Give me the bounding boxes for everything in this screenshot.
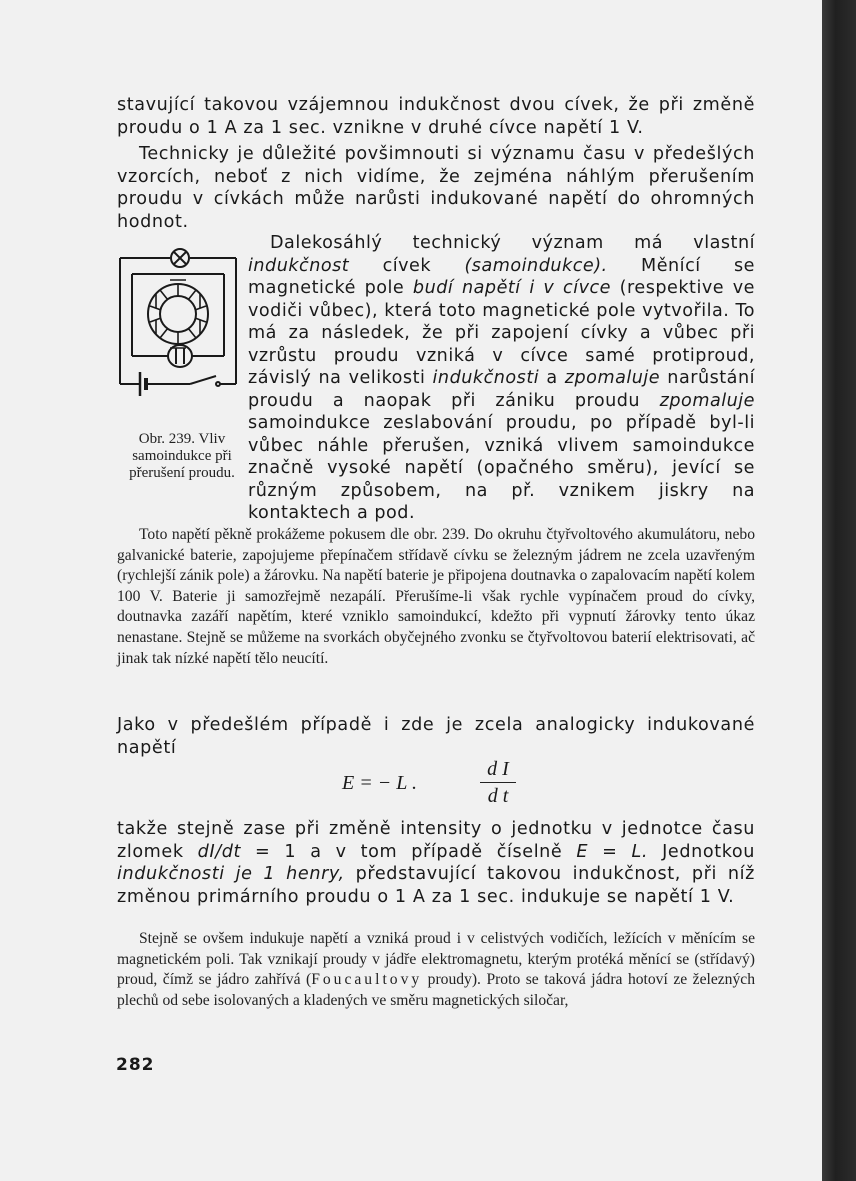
unit-text: představující takovou indukčnost, při níž změnou primárního proudu o 1 A za 1 sec. indukuje se napětí 1 V.	[117, 864, 755, 907]
unit-text-italic: dI/dt	[197, 841, 242, 862]
side-text-italic: budí napětí i v cívce	[412, 278, 611, 298]
unit-text-italic: E = L.	[576, 841, 649, 862]
formula-numerator: d I	[487, 758, 509, 780]
analog-paragraph	[117, 714, 755, 759]
side-text-italic: indukčnost	[248, 255, 350, 276]
side-text-italic: zpomaluje	[659, 390, 755, 411]
eddy-text: proudy). Proto se taková jádra hotoví ze železných plechů od sebe isolovaných a kladených ve směru magnetických siločar,	[117, 971, 755, 1009]
side-text-italic: indukčnosti	[432, 368, 540, 388]
side-text-italic: zpomaluje	[564, 368, 661, 388]
unit-text: takže stejně zase při změně intensity o jednotku v jednotce času zlomek	[117, 819, 755, 862]
eddy-text: Stejně se ovšem indukuje napětí a vzniká proud i v celistvých vodičích, ležících v měnícím se magnetickém poli. Tak vznikají proudy v jádře elektromagnetu, kterým protéká měnící se (střídavý) proud, čímž se jádro zahřívá (	[117, 930, 755, 989]
side-text: Měnící se magnetické pole	[248, 255, 755, 298]
unit-text: Jednotkou	[648, 841, 755, 862]
unit-text-italic: indukčnosti je 1 henry,	[117, 864, 345, 884]
induced-voltage-formula	[342, 758, 522, 810]
experiment-paragraph	[117, 525, 755, 669]
intro-text-1: stavující takovou vzájemnou indukčnost dvou cívek, že při změně proudu o 1 A za 1 sec. vznikne v druhé cívce napětí 1 V.	[117, 95, 755, 138]
unit-text: = 1 a v tom případě číselně	[241, 841, 577, 862]
figure-caption: Obr. 239. Vliv samoindukce při přerušení proudu.	[129, 431, 235, 481]
circuit-diagram-figure	[112, 244, 262, 424]
side-text: Dalekosáhlý technický význam má vlastní	[270, 233, 755, 253]
page-edge-shadow	[822, 0, 856, 1181]
intro-paragraph-continuation	[117, 94, 755, 139]
unit-paragraph	[117, 818, 755, 908]
side-text: samoindukce zeslabování proudu, po případě byl-li vůbec náhle přerušen, vzniká vlivem samoindukce značně vysoké napětí (opačného směru), jevící se různým způsobem, na př. vznikem jiskry na kontaktech a pod.	[248, 413, 755, 523]
fraction-bar	[480, 782, 516, 783]
analog-text: Jako v předešlém případě i zde je zcela analogicky indukované napětí	[117, 715, 755, 758]
side-paragraph-self-induction	[248, 232, 755, 525]
formula-denominator: d t	[487, 785, 509, 807]
formula-lhs: E = − L .	[342, 772, 417, 794]
eddy-text-spaced: Foucaultovy	[311, 971, 423, 989]
side-text: a	[539, 368, 565, 388]
side-text: (respektive ve vodiči vůbec), která toto magnetické pole vytvořila. To má za následek, že při zapojení cívky a vůbec při vzrůstu proudu vzniká v cívce samé protiproud, závislý na velikosti	[248, 278, 755, 388]
intro-paragraph-2	[117, 143, 755, 233]
formula-fraction	[480, 758, 516, 807]
experiment-text: Toto napětí pěkně prokážeme pokusem dle obr. 239. Do okruhu čtyřvoltového akumulátoru, nebo galvanické baterie, zapojujeme přepínačem střídavě cívku se železným jádrem ne zcela uzavřeným (rychlejší zánik pole) a žárovku. Na napětí baterie je připojena doutnavka o zapalovacím napětí kolem 100 V. Baterie ji samozřejmě nezapálí. Přerušíme-li však rychle vypínačem proud do cívky, doutnavka zazáří napětím, které vzniklo samoindukcí, kdežto při vypnutí žárovky tento úkaz nenastane. Stejně se můžeme na svorkách obyčejného zvonku se čtyřvoltovou baterií elektrisovati, ač jinak tak nízké napětí tělo neucítí.	[117, 526, 755, 667]
side-text-italic: (samoindukce).	[464, 255, 608, 276]
side-text: narůstání proudu a naopak při zániku proudu	[248, 368, 756, 411]
intro-text-2: Technicky je důležité povšimnouti si významu času v předešlých vzorcích, neboť z nich vidíme, že zejména náhlým přerušením proudu v cívkách může narůsti indukované napětí do ohromných hodnot.	[117, 144, 755, 232]
page-number: 282	[116, 1055, 155, 1075]
eddy-current-paragraph	[117, 929, 755, 1011]
side-text: cívek	[349, 255, 465, 276]
